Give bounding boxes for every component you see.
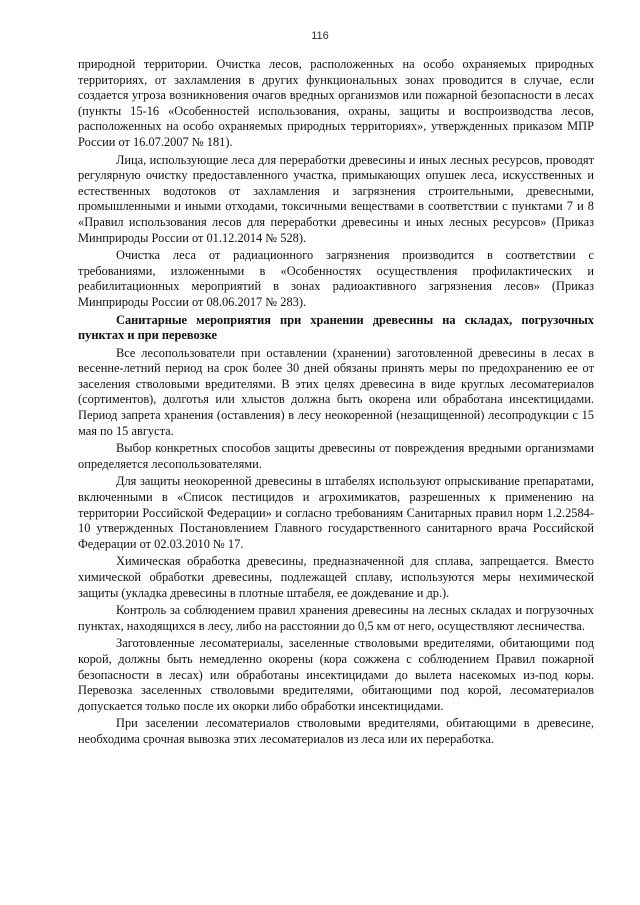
paragraph-storage-measures: Все лесопользователи при оставлении (хранении) заготовленной древесины в лесах в весенне-летний период на срок более 30 дней обязаны принять меры по предохранению ее от заселения стволовыми вредителями. В этих целях древесина в виде круглых лесоматериалов (сортиментов), долготья или хлыстов должна быть окорена или обработана инсектицидами. Период запрета хранения (оставления) в лесу неокоренной (незащищенной) лесопродукции с 15 мая по 15 августа. (78, 345, 594, 438)
section-heading: Санитарные мероприятия при хранении древесины на складах, погрузочных пунктах и при перевозке (78, 312, 594, 343)
paragraph-wood-processing: Лица, использующие леса для переработки древесины и иных лесных ресурсов, проводят регулярную очистку предоставленного участка, примыкающих опушек леса, искусственных и естественных водотоков от захламления и загрязнения строительными, древесными, промышленными и иными отходами, токсичными веществами в соответствии с пунктами 7 и 8 «Правил использования лесов для переработки древесины и иных лесных ресурсов» (Приказ Минприроды России от 01.12.2014 № 528). (78, 152, 594, 245)
paragraph-protection-choice: Выбор конкретных способов защиты древесины от повреждения вредными организмами определяется лесопользователями. (78, 441, 594, 471)
document-body (78, 57, 594, 750)
paragraph-control: Контроль за соблюдением правил хранения древесины на лесных складах и погрузочных пунктах, находящихся в лесу, либо на расстоянии до 0,5 км от него, осуществляют лесничества. (78, 603, 594, 633)
paragraph-infested-timber: Заготовленные лесоматериалы, заселенные стволовыми вредителями, обитающими под корой, должны быть немедленно окорены (кора сожжена с соблюдением Правил пожарной безопасности в лесах) или обработаны инсектицидами до вылета насекомых из-под коры. Перевозка заселенных стволовыми вредителями, обитающими под корой, лесоматериалов допускается только после их окорки либо обработки инсектицидами. (78, 636, 594, 713)
paragraph-protected-areas: природной территории. Очистка лесов, расположенных на особо охраняемых природных территориях, от захламления в других функциональных зонах проводится в случае, если создается угроза возникновения очагов вредных организмов или пожарной безопасности в лесах (пункты 15-16 «Особенностей использования, охраны, защиты и воспроизводства лесов, расположенных на особо охраняемых природных территориях», утвержденных приказом МПР России от 16.07.2007 № 181). (78, 57, 594, 149)
page-number: 116 (311, 30, 329, 42)
paragraph-spraying: Для защиты неокоренной древесины в штабелях используют опрыскивание препаратами, включенными в «Список пестицидов и агрохимикатов, разрешенных к применению на территории Российской Федерации» и согласно требованиям Санитарных правил норм 1.2.2584-10 утвержденных Постановлением Главного государственного санитарного врача Российской Федерации от 02.03.2010 № 17. (78, 474, 594, 551)
paragraph-radiation: Очистка леса от радиационного загрязнения производится в соответствии с требованиями, изложенными в «Особенностях осуществления профилактических и реабилитационных мероприятий в зонах радиоактивного загрязнения лесов» (Приказ Минприроды России от 08.06.2017 № 283). (78, 248, 594, 309)
paragraph-urgent-removal: При заселении лесоматериалов стволовыми вредителями, обитающими в древесине, необходима срочная вывозка этих лесоматериалов из леса или их переработка. (78, 716, 594, 746)
paragraph-chemical-ban: Химическая обработка древесины, предназначенной для сплава, запрещается. Вместо химической обработки древесины, подлежащей сплаву, используются меры нехимической защиты (укладка древесины в плотные штабеля, ее дождевание и др.). (78, 554, 594, 600)
